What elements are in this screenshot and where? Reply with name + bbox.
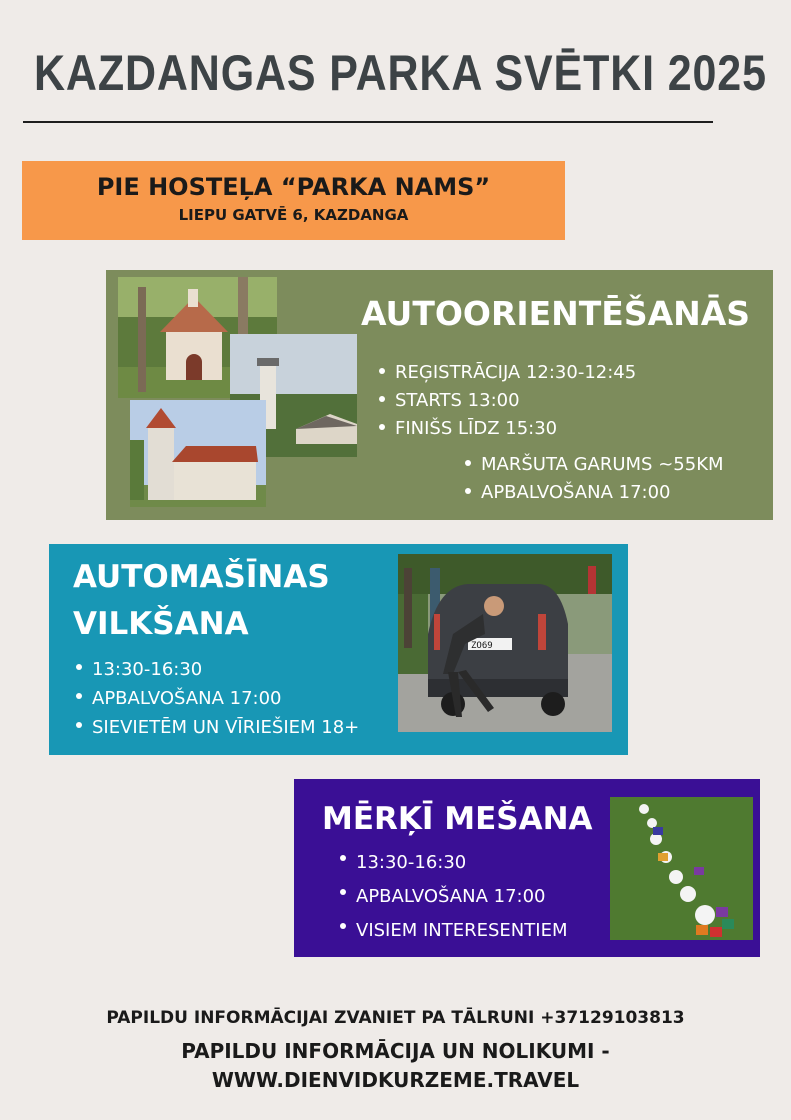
venue-name: PIE HOSTEĻA “PARKA NAMS” xyxy=(96,173,491,201)
license-plate: ZO69 xyxy=(471,641,493,651)
merki-section xyxy=(294,779,760,957)
footer-info xyxy=(0,1037,791,1095)
venue-banner xyxy=(22,161,565,240)
list-item: STARTS 13:00 xyxy=(378,387,636,415)
list-item: APBALVOŠANA 17:00 xyxy=(75,684,359,713)
list-item: MARŠUTA GARUMS ~55KM xyxy=(464,451,724,479)
merki-list xyxy=(339,846,567,948)
automasinas-section xyxy=(49,544,628,755)
list-item: REĢISTRĀCIJA 12:30-12:45 xyxy=(378,359,636,387)
automasinas-heading-line2: VILKŠANA xyxy=(73,606,249,642)
list-item: APBALVOŠANA 17:00 xyxy=(464,479,724,507)
footer-phone: PAPILDU INFORMĀCIJAI ZVANIET PA TĀLRUNI +37129103813 xyxy=(106,1008,685,1028)
autoorientesanas-list-2 xyxy=(464,451,724,507)
footer-info-line: PAPILDU INFORMĀCIJA UN NOLIKUMI - xyxy=(181,1039,610,1063)
list-item: 13:30-16:30 xyxy=(75,655,359,684)
list-item: SIEVIETĒM UN VĪRIEŠIEM 18+ xyxy=(75,713,359,742)
list-item: FINIŠS LĪDZ 15:30 xyxy=(378,415,636,443)
footer-website-link[interactable]: WWW.DIENVIDKURZEME.TRAVEL xyxy=(211,1068,580,1092)
autoorientesanas-section xyxy=(106,270,773,520)
venue-address: LIEPU GATVĒ 6, KAZDANGA xyxy=(178,206,409,224)
merki-heading: MĒRĶĪ MEŠANA xyxy=(322,801,593,837)
list-item: VISIEM INTERESENTIEM xyxy=(339,914,567,948)
automasinas-list xyxy=(75,655,359,742)
target-game-photo xyxy=(610,797,753,940)
list-item: APBALVOŠANA 17:00 xyxy=(339,880,567,914)
list-item: 13:30-16:30 xyxy=(339,846,567,880)
church-photo xyxy=(130,400,266,507)
page-title: KAZDANGAS PARKA SVĒTKI 2025 xyxy=(34,45,767,101)
car-pulling-photo xyxy=(398,554,612,732)
title-divider xyxy=(23,121,713,123)
autoorientesanas-list xyxy=(378,359,636,443)
autoorientesanas-heading: AUTOORIENTĒŠANĀS xyxy=(361,294,751,333)
automasinas-heading-line1: AUTOMAŠĪNAS xyxy=(73,559,330,595)
